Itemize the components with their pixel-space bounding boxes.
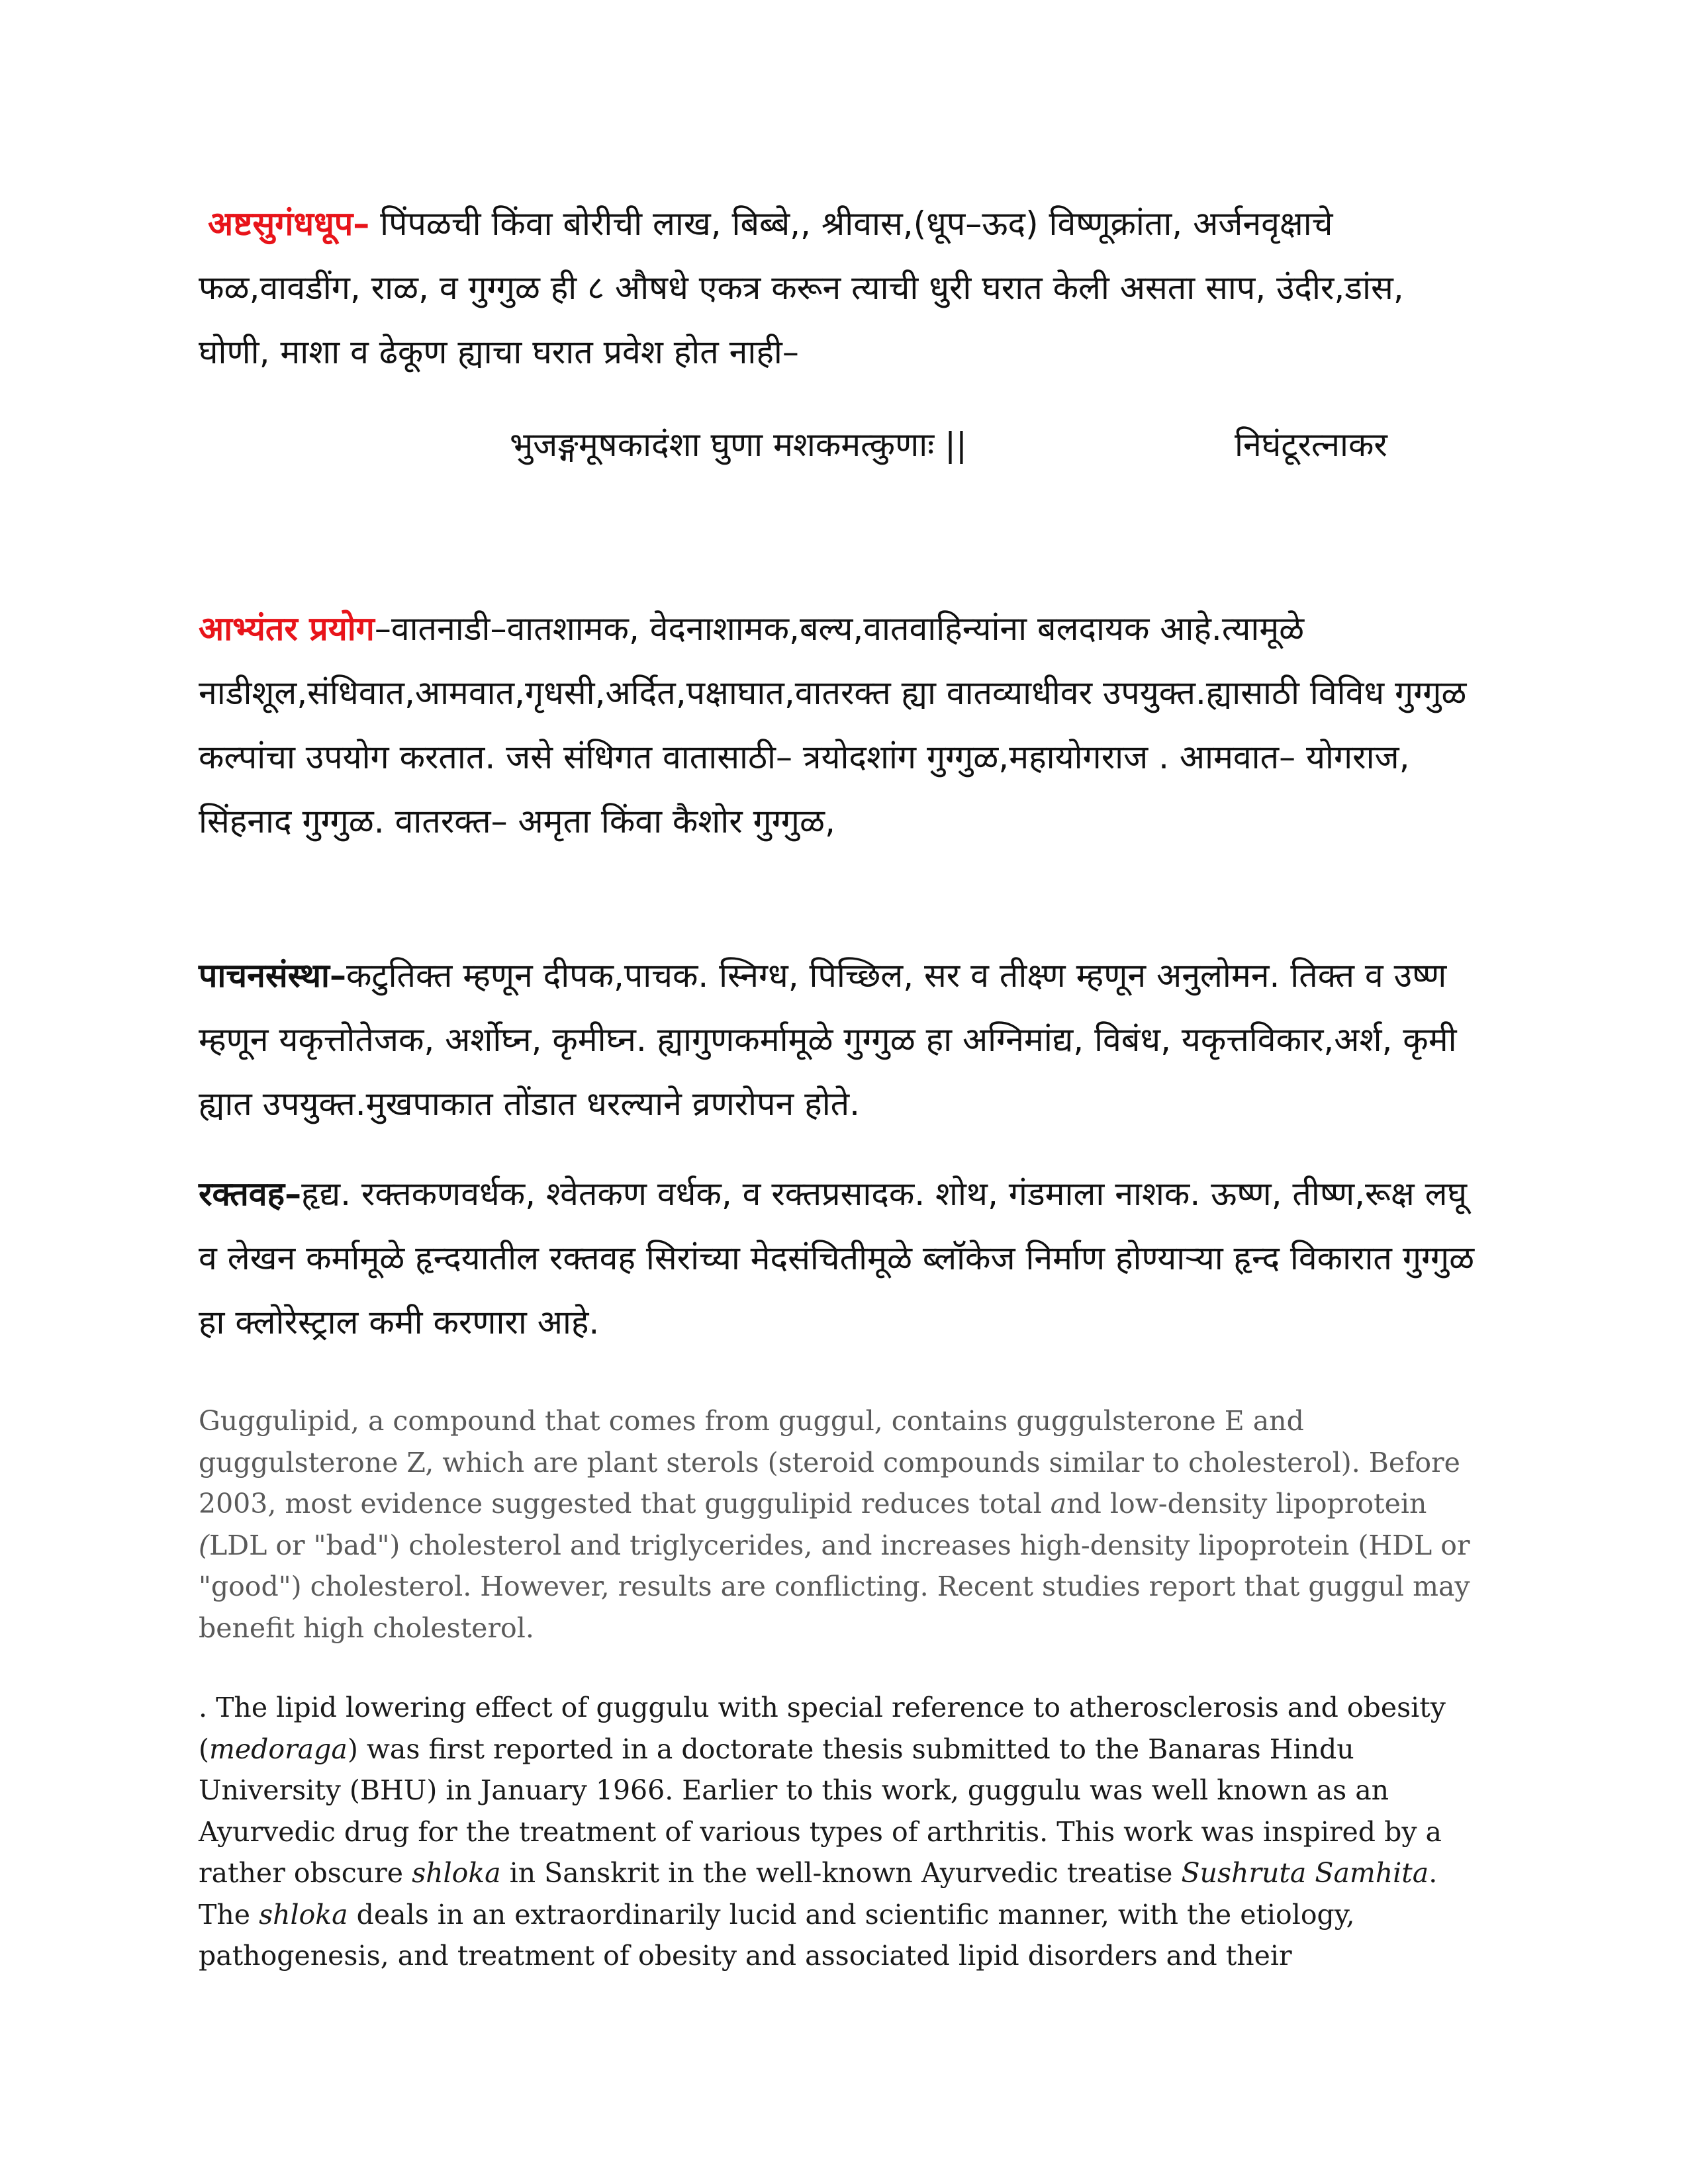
text-run: deals in an extraordinarily lucid and scientific manner, with the etiology, pathogenesis, and treatment of obesity and associated lipid disorders and their: [199, 1898, 1355, 1972]
text-run: nd low-density lipoprotein: [1066, 1488, 1427, 1520]
text-run: . The lipid lowering effect of guggulu with special reference to atherosclerosis and obesity (: [199, 1692, 1446, 1765]
italic-run: shloka: [412, 1857, 501, 1889]
lipid-lowering-paragraph: [199, 1687, 1476, 1977]
text-run: Guggulipid, a compound that comes from guggul, contains guggulsterone E and guggulsterone Z, which are plant sterols (steroid compounds similar to cholesterol). Before 2003, most evidence suggested that guggulipid reduces total: [199, 1405, 1460, 1520]
paragraph-text: [199, 597, 1476, 854]
guggulipid-paragraph: [199, 1400, 1476, 1649]
italic-run: medoraga: [209, 1733, 348, 1765]
shloka-source: निघंटूरत्नाकर: [1235, 426, 1387, 464]
text-run: in Sanskrit in the well-known Ayurvedic treatise: [500, 1857, 1182, 1889]
paragraph-text: [199, 1400, 1476, 1649]
italic-run: Sushruta Samhita: [1181, 1857, 1429, 1889]
italic-run: a: [1050, 1488, 1067, 1520]
paragraph-text: [199, 1162, 1476, 1355]
abhyantar-paragraph: [199, 597, 1476, 854]
raktavah-paragraph: [199, 1162, 1476, 1355]
italic-run: (: [199, 1529, 209, 1561]
pachansanstha-body: कटुतिक्त म्हणून दीपक,पाचक. स्निग्ध, पिच्छिल, सर व तीक्ष्ण म्हणून अनुलोमन. तिक्त व उष्ण म्हणून यकृत्तोतेजक, अर्शोघ्न, कृमीघ्न. ह्यागुणकर्मामूळे गुग्गुळ हा अग्निमांद्य, विबंध, यकृत्तविकार,अर्श, कृमी ह्यात उपयुक्त.मुखपाकात तोंडात धरल्याने व्रणरोपन होते.: [199, 956, 1457, 1123]
ashtasugandha-paragraph: [199, 192, 1476, 385]
pachansanstha-paragraph: [199, 944, 1476, 1136]
shloka-verse: भुजङ्गमूषकादंशा घुणा मशकमत्कुणाः ||: [510, 426, 967, 464]
text-run: LDL or "bad") cholesterol and triglycerides, and increases high-density lipoprotein (HDL or "good") cholesterol. However, results are conflicting. Recent studies report that guggul may benefit high cholesterol.: [199, 1529, 1470, 1644]
italic-run: shloka: [259, 1898, 348, 1931]
shloka-line: [510, 412, 1450, 478]
ashtasugandha-body: पिंपळची किंवा बोरीची लाख, बिब्बे,, श्रीवास,(धूप–ऊद) विष्णूक्रांता, अर्जनवृक्षाचे फळ,वावडींग, राळ, व गुग्गुळ ही ८ औषधे एकत्र करून त्याची धुरी घरात केली असता साप, उंदीर,डांस, घोणी, माशा व ढेकूण ह्याचा घरात प्रवेश होत नाही–: [199, 205, 1404, 371]
pachansanstha-heading: पाचनसंस्था–: [199, 956, 346, 995]
ashtasugandha-heading: अष्टसुगंधधूप–: [208, 205, 370, 243]
paragraph-text: [199, 192, 1476, 385]
paragraph-text: [199, 1687, 1476, 1977]
raktavah-heading: रक्तवह–: [199, 1175, 302, 1213]
paragraph-text: [199, 944, 1476, 1136]
abhyantar-body: –वातनाडी–वातशामक, वेदनाशामक,बल्य,वातवाहिन्यांना बलदायक आहे.त्यामूळे नाडीशूल,संधिवात,आमवात,गृधसी,अर्दित,पक्षाघात,वातरक्त ह्या वातव्याधीवर उपयुक्त.ह्यासाठी विविध गुग्गुळ कल्पांचा उपयोग करतात. जसे संधिगत वातासाठी– त्रयोदशांग गुग्गुळ,महायोगराज . आमवात– योगराज, सिंहनाद गुग्गुळ. वातरक्त– अमृता किंवा कैशोर गुग्गुळ,: [199, 610, 1467, 841]
raktavah-body: हृद्य. रक्तकणवर्धक, श्वेतकण वर्धक, व रक्तप्रसादक. शोथ, गंडमाला नाशक. ऊष्ण, तीष्ण,रूक्ष लघू व लेखन कर्मामूळे हृन्दयातील रक्तवह सिरांच्या मेदसंचितीमूळे ब्लॉकेज निर्माण होण्याऱ्या हृन्द विकारात गुग्गुळ हा क्लोरेस्ट्राल कमी करणारा आहे.: [199, 1175, 1475, 1342]
abhyantar-heading: आभ्यंतर प्रयोग: [199, 610, 375, 648]
text-run: . The: [199, 1857, 1438, 1931]
text-run: ) was first reported in a doctorate thesis submitted to the Banaras Hindu University (BHU) in January 1966. Earlier to this work, guggulu was well known as an Ayurvedic drug for the treatment of various types of arthritis. This work was inspired by a rather obscure: [199, 1733, 1442, 1889]
